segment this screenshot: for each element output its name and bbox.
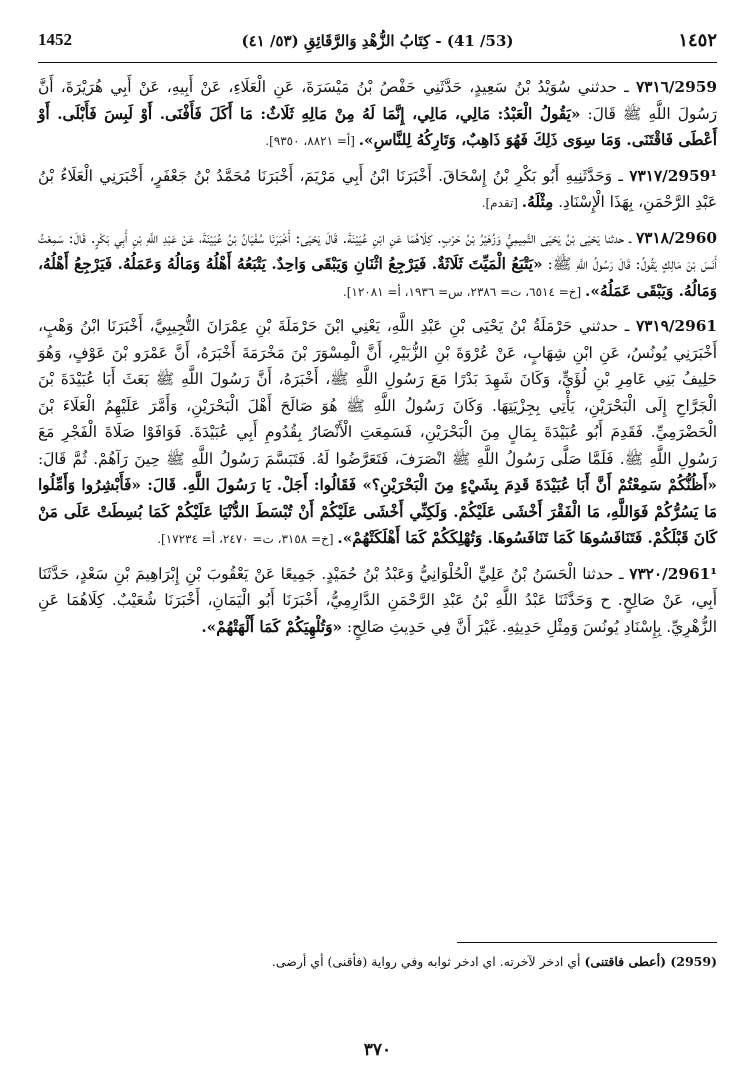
- hadith-list: [38, 74, 717, 649]
- hadith-number: 2959¹/٧٣١٧: [629, 166, 717, 185]
- hadith-reference: [أ= ٨٨٢١، ٩٣٥٠].: [265, 134, 359, 148]
- footnote: [38, 952, 717, 972]
- hadith-quote: «أَظُنُّكُمْ سَمِعْتُمْ أَنَّ أَبَا عُبَيْدَةَ قَدِمَ بِشَيْءٍ مِنَ الْبَحْرَيْنِ؟» فَقَالُوا: أَجَلْ. يَا رَسُولَ اللَّهِ. قَالَ: «فَأَبْشِرُوا وَأَمِّلُوا مَا يَسُرُّكُمْ فَوَاللَّهِ، مَا الْفَقْرَ أَخْشَى عَلَيْكُمْ. وَلَكِنِّي أَخْشَى عَلَيْكُمْ أَنْ تُبْسَطَ الدُّنْيَا عَلَيْكُمْ كَمَا بُسِطَتْ عَلَى مَنْ كَانَ قَبْلَكُمْ. فَتَنَافَسُوهَا كَمَا تَنَافَسُوهَا. وَتُهْلِكَكُمْ كَمَا أَهْلَكَتْهُمْ».: [38, 476, 717, 547]
- page-header: [38, 28, 717, 58]
- hadith-reference: [خ= ٣١٥٨، ت= ٢٤٧٠، أ= ١٧٢٣٤].: [157, 532, 338, 546]
- hadith-reference: [تقدم].: [481, 196, 522, 210]
- hadith-chain: ـ حدثنا يَحْيَى بْنُ يَحْيَى التَّمِيمِيُّ وَزُهَيْرُ بْنُ حَرْبٍ. كِلَاهُمَا عَنِ ابْنِ عُيَيْنَةَ. قَالَ يَحْيَى: أَخْبَرَنَا سُفْيَانُ بْنُ عُيَيْنَةَ، عَنْ عَبْدِ اللَّهِ بْنِ أَبِي بَكْرٍ. قَالَ: سَمِعْتُ أَنَسَ بْنَ مَالِكٍ يَقُولُ: قَالَ رَسُولُ اللَّهِ ﷺ:: [38, 228, 718, 273]
- running-title: (53/ 41) - كِتَابُ الزُّهْدِ وَالرَّقَائِقِ (٥٣/ ٤١): [241, 32, 514, 50]
- hadith-number: 2961¹/٧٣٢٠: [629, 564, 717, 583]
- page-number-latin: 1452: [38, 30, 72, 49]
- hadith-7318: [38, 225, 717, 306]
- hadith-chain: ـ حدثني سُوَيْدُ بْنُ سَعِيدٍ، حَدَّثَنِي حَفْصُ بْنُ مَيْسَرَةَ، عَنِ الْعَلَاءِ، عَنْ أَبِيهِ، عَنْ أَبِي هُرَيْرَةَ، أَنَّ رَسُولَ اللَّهِ ﷺ قَالَ:: [38, 78, 717, 123]
- hadith-7316: [38, 74, 717, 155]
- hadith-quote: مِثْلَهُ.: [521, 193, 554, 211]
- hadith-7317: [38, 163, 717, 217]
- hadith-chain: ـ حدثني حَرْمَلَةُ بْنُ يَحْيَى بْنِ عَبْدِ اللَّهِ، يَعْنِي ابْنَ حَرْمَلَةَ بْنِ عِمْرَانَ التُّجِيبِيَّ، أَخْبَرَنَا ابْنُ وَهْبٍ، أَخْبَرَنِي يُونُسُ، عَنِ ابْنِ شِهَابٍ، عَنْ عُرْوَةَ بْنِ الزُّبَيْرِ، أَنَّ الْمِسْوَرَ بْنَ مَخْرَمَةَ أَخْبَرَهُ، أَنَّ عَمْرَو بْنَ عَوْفٍ، وَهُوَ حَلِيفُ بَنِي عَامِرِ بْنِ لُؤَيٍّ، وَكَانَ شَهِدَ بَدْرًا مَعَ رَسُولِ اللَّهِ ﷺ، أَخْبَرَهُ، أَنَّ رَسُولَ اللَّهِ ﷺ بَعَثَ أَبَا عُبَيْدَةَ بْنَ الْجَرَّاحِ إِلَى الْبَحْرَيْنِ، يَأْتِي بِجِزْيَتِهَا. وَكَانَ رَسُولُ اللَّهِ ﷺ هُوَ صَالَحَ أَهْلَ الْبَحْرَيْنِ، وَأَمَّرَ عَلَيْهِمُ الْعَلَاءَ بْنَ الْحَضْرَمِيِّ. فَقَدِمَ أَبُو عُبَيْدَةَ بِمَالٍ مِنَ الْبَحْرَيْنِ، فَسَمِعَتِ الْأَنْصَارُ بِقُدُومِ أَبِي عُبَيْدَةَ. فَوَافَوْا صَلَاةَ الْفَجْرِ مَعَ رَسُولِ اللَّهِ ﷺ. فَلَمَّا صَلَّى رَسُولُ اللَّهِ ﷺ انْصَرَفَ، فَتَعَرَّضُوا لَهُ. فَتَبَسَّمَ رَسُولُ اللَّهِ ﷺ حِينَ رَآهُمْ. ثُمَّ قَالَ:: [38, 317, 717, 468]
- page-number-arabic: ١٤٥٢: [678, 30, 717, 51]
- hadith-number: 2961/٧٣١٩: [635, 317, 717, 335]
- hadith-chain: ـ حدثنا الْحَسَنُ بْنُ عَلِيٍّ الْحُلْوَانِيُّ وَعَبْدُ بْنُ حُمَيْدٍ. جَمِيعًا عَنْ يَعْقُوبَ بْنِ إِبْرَاهِيمَ بْنِ سَعْدٍ، حَدَّثَنَا أَبِي، عَنْ صَالِحٍ. ح وَحَدَّثَنَا عَبْدُ اللَّهِ بْنُ عَبْدِ الرَّحْمَنِ الدَّارِمِيُّ، أَخْبَرَنَا أَبُو الْيَمَانِ، أَخْبَرَنَا شُعَيْبٌ. كِلَاهُمَا عَنِ الزُّهْرِيِّ. بِإِسْنَادِ يُونُسَ وَمِثْلِ حَدِيثِهِ. غَيْرَ أَنَّ فِي حَدِيثِ صَالِحٍ:: [38, 564, 717, 636]
- footnote-rule: [457, 942, 717, 943]
- hadith-number: 2960/٧٣١٨: [635, 228, 717, 247]
- header-rule: [38, 62, 717, 63]
- hadith-quote: «وَتُلْهِيَكُمْ كَمَا أَلْهَتْهُمْ».: [201, 617, 343, 636]
- footnote-key: (2959) (أعطى فاقتنى): [584, 954, 717, 969]
- hadith-quote: «يَتْبَعُ الْمَيِّتَ ثَلَاثَةٌ. فَيَرْجِعُ اثْنَانِ وَيَبْقَى وَاحِدٌ. يَتْبَعُهُ أَهْلُهُ وَمَالُهُ وَعَمَلُهُ. فَيَرْجِعُ أَهْلُهُ، وَمَالُهُ. وَيَبْقَى عَمَلُهُ».: [38, 255, 717, 300]
- hadith-number: 2959/٧٣١٦: [635, 78, 717, 96]
- footnote-text: أي ادخر لآخرته. اي ادخر ثوابه وفي رواية (فأقنى) أي أرضى.: [271, 954, 585, 969]
- hadith-quote: «يَقُولُ الْعَبْدُ: مَالِي، مَالِي، إِنَّمَا لَهُ مِنْ مَالِهِ ثَلَاثٌ: مَا أَكَلَ فَأَفْنَى. أَوْ لَبِسَ فَأَبْلَى. أَوْ أَعْطَى فَاقْتَنَى. وَمَا سِوَى ذَلِكَ فَهُوَ ذَاهِبٌ، وَتَارِكُهُ لِلنَّاسِ».: [38, 104, 717, 149]
- hadith-7320: [38, 561, 717, 642]
- hadith-chain: ـ وَحَدَّثَنِيهِ أَبُو بَكْرِ بْنُ إِسْحَاقَ. أَخْبَرَنَا ابْنُ أَبِي مَرْيَمَ، أَخْبَرَنَا مُحَمَّدُ بْنُ جَعْفَرٍ، أَخْبَرَنِي الْعَلَاءُ بْنُ عَبْدِ الرَّحْمَنِ، بِهَذَا الْإِسْنَادِ.: [38, 166, 717, 211]
- hadith-7319: [38, 313, 717, 553]
- hadith-reference: [خ= ٦٥١٤، ت= ٢٣٨٦، س= ١٩٣٦، أ= ١٢٠٨١].: [342, 284, 586, 299]
- page-number-bottom: ٣٧٠: [363, 1040, 392, 1060]
